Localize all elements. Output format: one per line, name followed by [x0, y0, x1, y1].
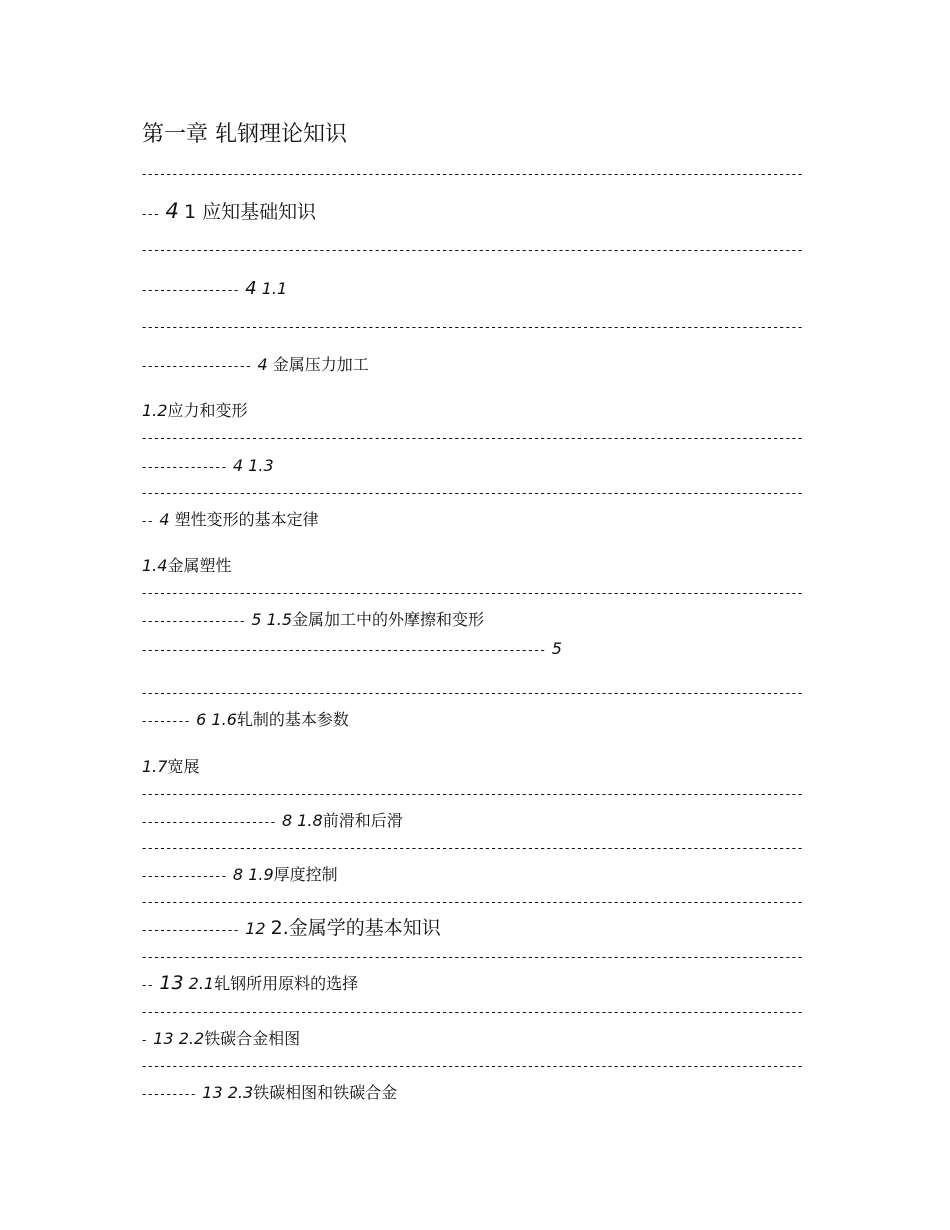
section-number: 1.6 [211, 710, 237, 729]
entry-title: 轧制的基本参数 [236, 710, 349, 729]
toc-entry-16[interactable] [142, 1031, 300, 1047]
entry-title: 2.金属学的基本知识 [270, 917, 441, 939]
entry-title: 铁碳合金相图 [204, 1029, 301, 1048]
page-number: 4 [232, 456, 244, 475]
entry-title: 金属加工中的外摩擦和变形 [292, 610, 485, 629]
entry-title: 宽展 [167, 757, 200, 776]
toc-entry-14[interactable] [142, 919, 441, 938]
dot-leader: ------------------------------------------------------------------------------------------------------------ [142, 587, 805, 599]
entry-title: 轧钢所用原料的选择 [214, 974, 359, 993]
toc-entry-1[interactable] [142, 201, 316, 222]
toc-entry-7[interactable] [142, 558, 231, 574]
dot-leader: ----------------- [142, 614, 247, 628]
entry-title: 应力和变形 [167, 401, 248, 420]
entry-title: 1 应知基础知识 [183, 201, 317, 223]
entry-title: 塑性变形的基本定律 [174, 510, 319, 529]
dot-leader: ------------------------------------------------------------------------------------------------------------ [142, 842, 805, 854]
dot-leader: ------------------------------------------------------------------------------------------------------------ [142, 1060, 805, 1072]
dot-leader: -- [142, 978, 155, 992]
dot-leader: ------------------------------------------------------------------------------------------------------------ [142, 896, 805, 908]
section-number: 2.2 [178, 1029, 205, 1048]
page-number: 12 [245, 919, 266, 938]
dot-leader: ---------------------- [142, 815, 277, 829]
entry-title: 厚度控制 [273, 865, 338, 884]
toc-entry-8[interactable] [142, 612, 484, 628]
section-number: 1.2 [142, 401, 168, 420]
dot-leader: ------------------------------------------------------------------------------------------------------------ [142, 244, 805, 256]
toc-entry-11[interactable] [142, 759, 199, 775]
section-number: 1.5 [266, 610, 293, 629]
toc-entry-17[interactable] [142, 1085, 397, 1101]
toc-entry-3[interactable] [142, 357, 369, 373]
toc-entry-2[interactable] [142, 280, 287, 298]
entry-title: 前滑和后滑 [322, 811, 403, 830]
page-number: 13 [153, 1029, 174, 1048]
entry-title: 金属塑性 [167, 556, 232, 575]
page-number: 6 [196, 710, 207, 729]
page-number: 13 [159, 972, 184, 994]
toc-entry-6[interactable] [142, 512, 319, 528]
dot-leader: ------------------------------------------------------------------------------------------------------------ [142, 788, 805, 800]
page-number: 4 [257, 355, 268, 374]
dot-leader: ------------------------------------------------------------------------------------------------------------ [142, 321, 805, 333]
section-number: 1.8 [297, 811, 323, 830]
dot-leader: ---------------- [142, 923, 241, 937]
dot-leader: -- [142, 514, 155, 528]
toc-entry-9[interactable] [142, 641, 562, 657]
dot-leader: - [142, 1033, 149, 1047]
toc-entry-4[interactable] [142, 403, 247, 419]
dot-leader: ------------------------------------------------------------------------------------------------------------ [142, 951, 805, 963]
dot-leader: ------------------------------------------------------------------------------------------------------------ [142, 432, 805, 444]
dot-leader: ------------------ [142, 359, 253, 373]
toc-entry-10[interactable] [142, 712, 349, 728]
dot-leader: --- [142, 207, 161, 221]
toc-entry-13[interactable] [142, 867, 338, 883]
toc-entry-5[interactable] [142, 458, 274, 474]
dot-leader: -------------- [142, 460, 228, 474]
page-number: 8 [281, 811, 293, 830]
page-number: 13 [202, 1083, 223, 1102]
toc-entry-15[interactable] [142, 974, 358, 993]
entry-title: 铁碳相图和铁碳合金 [253, 1083, 398, 1102]
entry-title: 金属压力加工 [272, 355, 369, 374]
page-number: 4 [159, 510, 170, 529]
dot-leader: -------- [142, 714, 192, 728]
dot-leader: ------------------------------------------------------------------ [142, 643, 547, 657]
dot-leader: ------------------------------------------------------------------------------------------------------------ [142, 487, 805, 499]
dot-leader: ------------------------------------------------------------------------------------------------------------ [142, 168, 805, 180]
page-number: 5 [551, 639, 562, 658]
page-number: 4 [245, 278, 257, 299]
section-number: 1.9 [248, 865, 274, 884]
section-number: 1.4 [142, 556, 168, 575]
section-number: 1.7 [142, 757, 168, 776]
page-number: 4 [165, 199, 179, 223]
dot-leader: ------------------------------------------------------------------------------------------------------------ [142, 687, 805, 699]
page-number: 8 [232, 865, 244, 884]
section-number: 2.3 [227, 1083, 254, 1102]
section-number: 2.1 [188, 974, 215, 993]
page-number: 5 [251, 610, 262, 629]
toc-entry-12[interactable] [142, 813, 403, 829]
dot-leader: -------------- [142, 869, 228, 883]
chapter-title: 第一章 轧钢理论知识 [142, 122, 347, 147]
dot-leader: ---------------- [142, 283, 241, 297]
section-number: 1.3 [248, 456, 274, 475]
section-number: 1.1 [261, 279, 288, 298]
dot-leader: ------------------------------------------------------------------------------------------------------------ [142, 1006, 805, 1018]
dot-leader: --------- [142, 1087, 198, 1101]
